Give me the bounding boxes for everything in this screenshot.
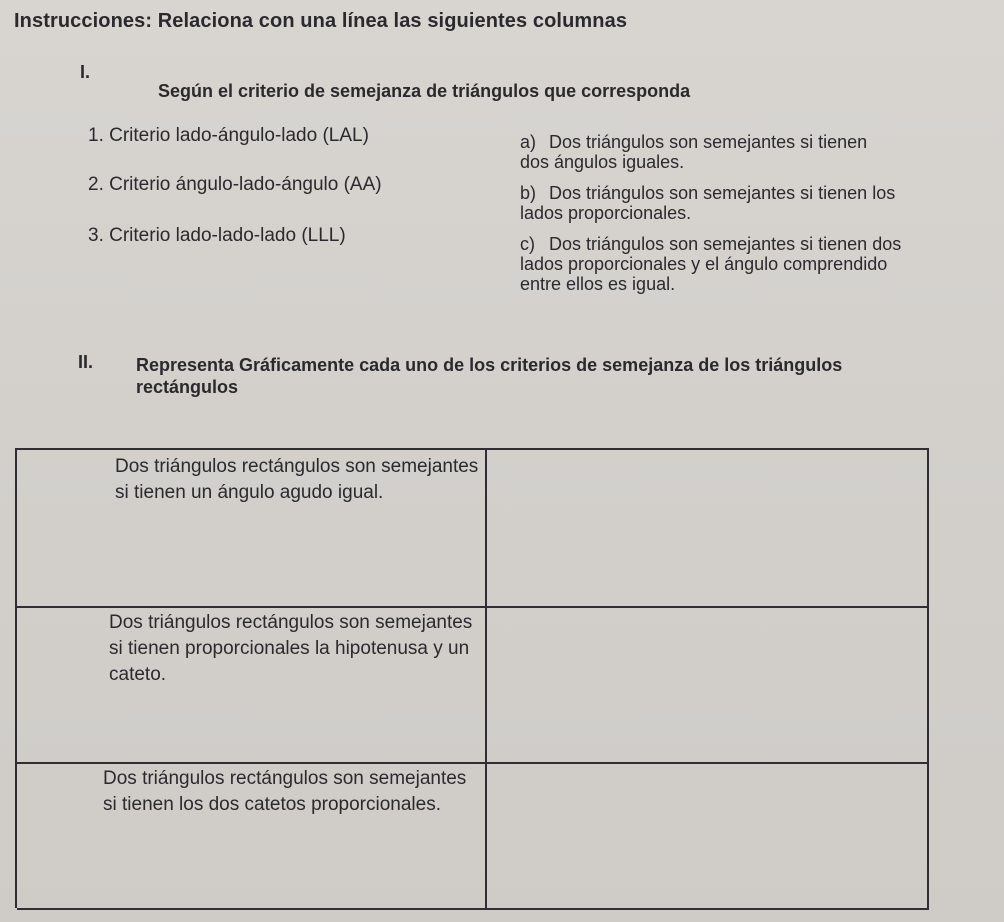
table-cell-drawing-area[interactable] [487,450,929,606]
section-2-number: II. [78,352,94,372]
criterion-lll: 3. Criterio lado-lado-lado (LLL) [88,225,346,246]
table-cell-drawing-area[interactable] [487,608,929,762]
table-cell-description [17,450,487,606]
section-1-number: I. [80,62,91,82]
instructions-title: Instrucciones: Relaciona con una línea las siguientes columnas [14,10,628,32]
section-1-heading: Según el criterio de semejanza de triángulos que corresponda [158,81,691,101]
row-3-text: Dos triángulos rectángulos son semejantes si tienen los dos catetos proporcionales. [103,768,467,815]
criterion-aa: 2. Criterio ángulo-lado-ángulo (AA) [88,174,382,195]
criterion-lal: 1. Criterio lado-ángulo-lado (LAL) [88,125,369,146]
row-2-text: Dos triángulos rectángulos son semejantes si tienen proporcionales la hipotenusa y un cateto. [109,612,473,685]
criteria-drawing-table [15,448,929,908]
option-b [520,183,900,223]
row-1-text: Dos triángulos rectángulos son semejantes si tienen un ángulo agudo igual. [115,456,479,503]
table-cell-description [17,764,487,908]
option-b-text: Dos triángulos son semejantes si tienen los lados proporcionales. [520,183,896,223]
option-a-text: Dos triángulos son semejantes si tienen dos ángulos iguales. [520,132,868,172]
option-a [520,132,900,172]
option-b-label: b) [520,183,537,203]
table-cell-drawing-area[interactable] [487,764,929,908]
option-a-label: a) [520,132,537,152]
table-row [17,764,929,910]
table-cell-description [17,608,487,762]
option-c [520,234,920,294]
option-c-label: c) [520,234,535,254]
option-c-text: Dos triángulos son semejantes si tienen dos lados proporcionales y el ángulo comprendido entre ellos es igual. [520,234,902,294]
section-2-heading: Representa Gráficamente cada uno de los criterios de semejanza de los triángulos rectángulos [136,355,843,397]
table-row [17,450,929,608]
table-row [17,608,929,764]
